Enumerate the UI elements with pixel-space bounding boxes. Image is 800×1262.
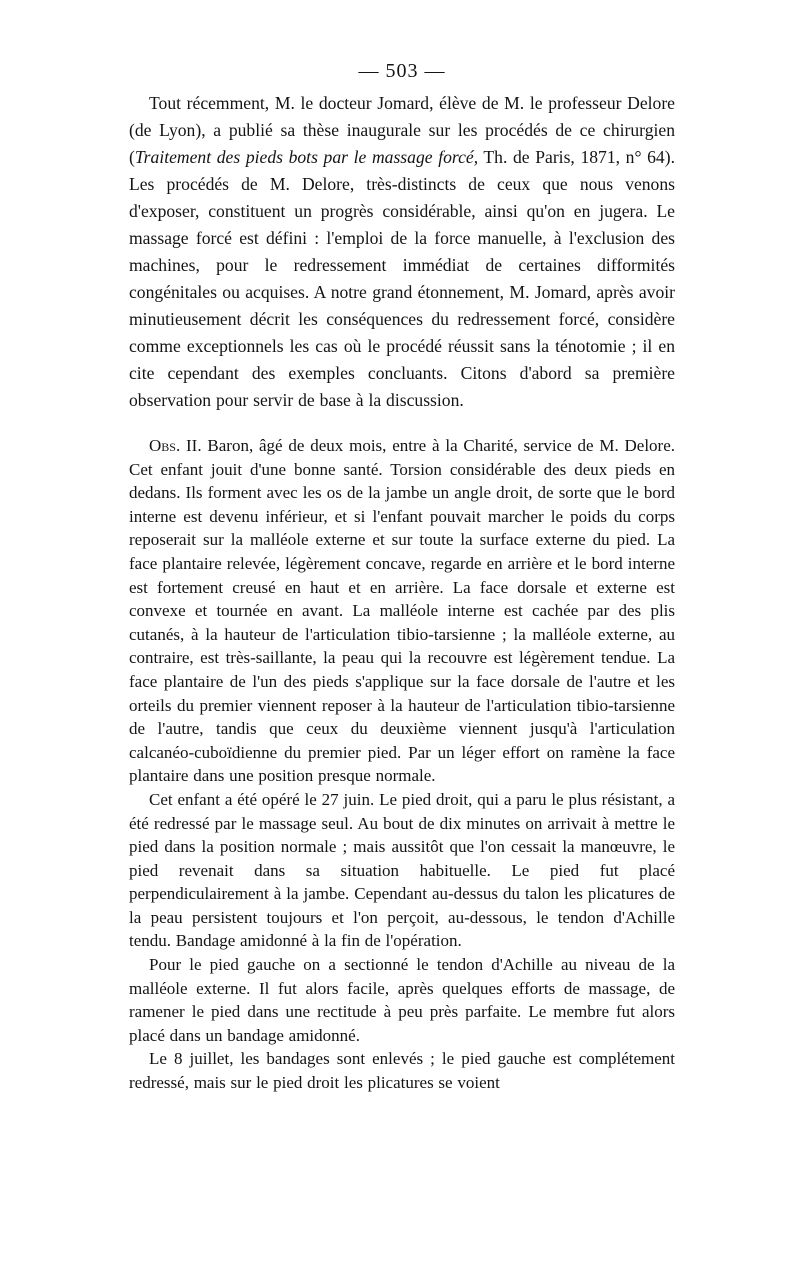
observation-paragraph-3: Pour le pied gauche on a sectionné le tendon d'Achille au niveau de la malléole externe. Il fut alors facile, après quelques efforts de massage, de ramener le pied dans une rectitude à peu près parfaite. Le membre fut alors placé dans un bandage amidonné. xyxy=(129,955,675,1045)
intro-text-end: Th. de Paris, 1871, n° 64). Les procédés de M. Delore, très-distincts de ceux que nous venons d'exposer, constituent un progrès considérable, ainsi qu'on en jugera. Le massage forcé est défini : l'emploi de la force manuelle, à l'exclusion des machines, pour le redressement immédiat de certaines difformités congénitales ou acquises. A notre grand étonnement, M. Jomard, après avoir minutieusement décrit les conséquences du redressement forcé, considère comme exceptionnels les cas où le procédé réussit sans la ténotomie ; il en cite cependant des exemples concluants. Citons d'abord sa première observation pour servir de base à la discussion. xyxy=(129,147,675,410)
intro-text-start: Tout récemment, M. le docteur Jomard, élève de M. le professeur Delore (de Lyon), a publié sa thèse inaugurale sur les procédés de ce chirurgien ( xyxy=(129,93,675,167)
page-number: — 503 — xyxy=(358,60,446,82)
book-page xyxy=(129,58,675,1095)
thesis-title: Traitement des pieds bots par le massage forcé, xyxy=(134,147,479,167)
intro-paragraph xyxy=(129,90,675,414)
observation-paragraph-1 xyxy=(129,434,675,788)
observation-label: Obs. II. xyxy=(149,436,202,455)
observation-text-1: Baron, âgé de deux mois, entre à la Charité, service de M. Delore. Cet enfant jouit d'une bonne santé. Torsion considérable des deux pieds en dedans. Ils forment avec les os de la jambe un angle droit, de sorte que le bord interne est devenu inférieur, et si l'enfant pouvait marcher le poids du corps reposerait sur la malléole externe et sur toute la surface externe du pied. La face plantaire relevée, légèrement concave, regarde en arrière et le bord interne est fortement creusé en haut et en arrière. La face dorsale et externe est convexe et tournée en avant. La malléole interne est cachée par des plis cutanés, à la hauteur de l'articulation tibio-tarsienne ; la malléole externe, au contraire, est très-saillante, la peau qui la recouvre est légèrement tendue. La face plantaire de l'un des pieds s'applique sur la face dorsale de l'autre et les orteils du premier viennent reposer à la hauteur de l'articulation tibio-tarsienne de l'autre, tandis que ceux du deuxième viennent jusqu'à l'articulation calcanéo-cuboïdienne du premier pied. Par un léger effort on ramène la face plantaire dans une position presque normale. xyxy=(129,436,675,786)
observation-paragraph-4: Le 8 juillet, les bandages sont enlevés ; le pied gauche est complétement redressé, mais sur le pied droit les plicatures se voient xyxy=(129,1049,675,1093)
observation-paragraph-2: Cet enfant a été opéré le 27 juin. Le pied droit, qui a paru le plus résistant, a été redressé par le massage seul. Au bout de dix minutes on arrivait à mettre le pied dans la position normale ; mais aussitôt que l'on cessait la manœuvre, le pied revenait dans sa situation habituelle. Le pied fut placé perpendiculairement à la jambe. Cependant au-dessus du talon les plicatures de la peau persistent toujours et l'on perçoit, au-dessous, le tendon d'Achille tendu. Bandage amidonné à la fin de l'opération. xyxy=(129,789,675,951)
observation-section xyxy=(129,434,675,1095)
